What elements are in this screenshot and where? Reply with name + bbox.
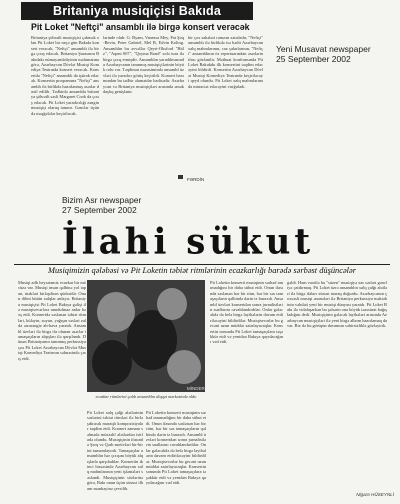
clipping2-headline-rule: [14, 264, 390, 265]
clipping1-source-date: 25 September 2002: [276, 54, 351, 64]
clipping2-source-date: 27 September 2002: [62, 205, 137, 215]
clipping1-source: [276, 44, 396, 64]
clipping2-column-5: gəldi. Həm vaxtilə bu "süzen" musiqiyə xas səsləri gəncliyə çatdırmaq. Pit Loket üzrə ansamblın xalq çalğı alətləri ilə birgə ifaları xüsusi maraq doğurdu. Azərbaycanın çoxsəsli musiqi ənənələri ilə Britaniya perkussiya məktəbinin vəhdəti yeni bir musiqi dünyası yaratdı. Pit Loket Bakı ilə vidalaşarkən bu şəhərin ona böyük təəssürat bağışladığını dedi. Musiqiçinin gələcək layihələri arasında Azərbaycan musiqiçiləri ilə yeni birgə albom hazırlamaq da var. Biz də bu görüşün davamını səbirsizliklə gözləyirik.: [287, 280, 387, 329]
clipping1-photo-credit-row: [178, 168, 264, 182]
clipping2-column-1: Musiqi adlı heyrətamiz ecazkar bir möcüzə var. Musiqi insan qəlbinə yol tapan, ürəkləri birləşdirən qüdrətdir. Onun dilini bütün xalqlar anlayır. Britaniya musiqiçisi Pit Loket Bakıya gəlişi ilə musiqisevərlərə unudulmaz anlar bəxş etdi. Konsertdə səslənən təbiət ritmləri, küləyin, suyun, yağışın səsləri zalda əsrarəngiz ab-hava yaratdı. Ansambl üzvləri ilə birgə ifa olunan əsərlər tamaşaçıların alqışları ilə qarşılandı. Dünən Britaniyanın tanınmış perkussiyaçısı Pit Loket Azərbaycan Dövlət Musiqi Komediya Teatrının səhnəsində çıxış etdi.: [18, 280, 86, 361]
camera-icon: [178, 175, 183, 179]
clipping2-source-name: Bizim Asr newspaper: [62, 195, 142, 205]
clipping1-photo-credit: FƏRDİN: [187, 177, 205, 182]
clipping1-column-1: Britaniya şöhrətli musiqiçisi çəkmək olan Pit Loket bir neçə gün Bakıda konsert verəcək, "Neftçi" ansamblı ilə birgə çıxış edəcək. Britaniya Şurasının Bakıdakı nümayəndəliyinin məlumatına görə, Azərbaycan Dövlət Musiqi Komediya Teatrında konsert verəcək. Konsertdə "Neftçi" ansamblı da iştirak edəcək. Konsertin proqramına "Neftçi" ansamblı ilə birlikdə hazırlanmış əsərlər daxil edilib. Tədbirdə ansambla britaniya şöhrətli səsli Margaret Cook da çıxış edəcək. Pit Loket yaradıcılığı zəngin musiqiçi olaraq tanınır. Gənclər üçün də məşğələlər keçiriləcək.: [31, 35, 99, 116]
clipping2-photo-caption: ecazkar ritmlərini çalıb ansamblın diqqət mərkəzində oldu: [95, 394, 197, 399]
clipping2-photo: [87, 280, 205, 392]
clipping2-source: [62, 195, 222, 215]
clipping2-photo-credit: MİNDER: [187, 386, 205, 391]
clipping1-column-2: lərinde olub: G. Byam, Vanessa Mey, Pat Şoq-Bevin, Peter Gabriel, Mel B, Edvin Koling. Ansamblın bu əvvəllər Qeyri-Oksford "Bitlz", "Aqent 007", "Qoyma Bond" solo turu ilə birgə çıxış etmişdir. Ansamblın yaradılmasında Azərbaycanın tanınmış musiqiçilərinin böyük rolu var. Təqdimat mərasimində ansambl üzvləri ilə yaradıcı görüş keçirildi. Konsert baxımından bu tədbir əlamətdar hadisədir. Azərbaycan və Britaniya musiqiçiləri arasında əməkdaşlıq genişlənir.: [103, 35, 184, 95]
clipping2-column-2: Pit Loket xalq çalğı alətlərinin səslərini təbiət ritmləri ilə birləşdirərək maraqlı kompozisiyalar təqdim etdi. Konsert zamanı səhnədə müxtəlif alətlərdən istifadə olundu. Musiqiçinin ifasında Şərq və Qərb motivləri bir-birini tamamlayırdı. Tamaşaçılar ansamblın hər çıxışını böyük alqışlarla qarşıladılar. Konsertin ikinci hissəsində Azərbaycan xalq mahnılarının yeni işləmələri səsləndi. Musiqiçinin sözlərinə görə, Bakı onun üçün xüsusi ilham mənbəyinə çevrilib.: [87, 410, 143, 491]
clipping1-headline: Britaniya musiqiçisi Bakıda: [21, 2, 253, 20]
clipping2-column-4a: Pit Loketin konserti musiqinin sərhəd tanımadığını bir daha sübut etdi. Onun ifasında səslənən hər bir ritm, hər bir səs tamaşaçıların qəlbində dərin iz buraxdı. Ansambl üzvləri konsertdən sonra jurnalistlərin suallarını cavablandırdılar. Onlar gələcəkdə də belə birgə layihələrin davam etdiriləcəyini bildirdilər. Musiqisevərlər bu gecəni uzun müddət xatırlayacaqlar. Konsertin sonunda Pit Loket tamaşaçılara təşəkkür etdi və yenidən Bakıya qayıdacağını vəd etdi.: [210, 280, 283, 345]
clipping1-source-name: Yeni Musavat newspaper: [276, 44, 371, 54]
clipping1-subheadline: Pit Loket "Neftçi" ansamblı ilə birgə konsert verəcək: [31, 22, 250, 32]
clipping2-headline: İlahi sükut: [61, 221, 315, 263]
clipping2-author: Nigarə HÜSEYNLİ: [356, 492, 394, 497]
clipping1-column-3: bir çox sahələri rəmzən xatırladır, "Neftçi" ansamblı ilə birlikdə isə bədii Azərbaycan xalq mahnılarının, caz çalarlarının, "Neftçi" ansamblının öz repertuarından əsərlərin ifası gözlənilir. Mətbuat konfransında Pit Loket Bakıdakı ilk konsertini təqdim edəcəyini bildirdi. Konsertin Azərbaycan Dövlət Musiqi Komediya Teatrında keçiriləcəyi qeyd olundu. Pit Loket xalq mahnılarına da müraciət edəcəyini vurğuladı.: [188, 35, 263, 89]
clipping2-column-3: Pit Loketin konserti musiqinin sərhəd tanımadığını bir daha sübut etdi. Onun ifasında səslənən hər bir ritm, hər bir səs tamaşaçıların qəlbində dərin iz buraxdı. Ansambl üzvləri konsertdən sonra jurnalistlərin suallarını cavablandırdılar. Onlar gələcəkdə də belə birgə layihələrin davam etdiriləcəyini bildirdilər. Musiqisevərlər bu gecəni uzun müddət xatırlayacaqlar. Konsertin sonunda Pit Loket tamaşaçılara təşəkkür etdi və yenidən Bakıya qayıdacağını vəd etdi.: [146, 410, 206, 486]
clipping2-subheadline: Musiqimizin qələbəsi və Pit Loketin təbiət ritmlərinin ecazkarlığı barədə sərbəst düşüncələr: [48, 266, 356, 275]
